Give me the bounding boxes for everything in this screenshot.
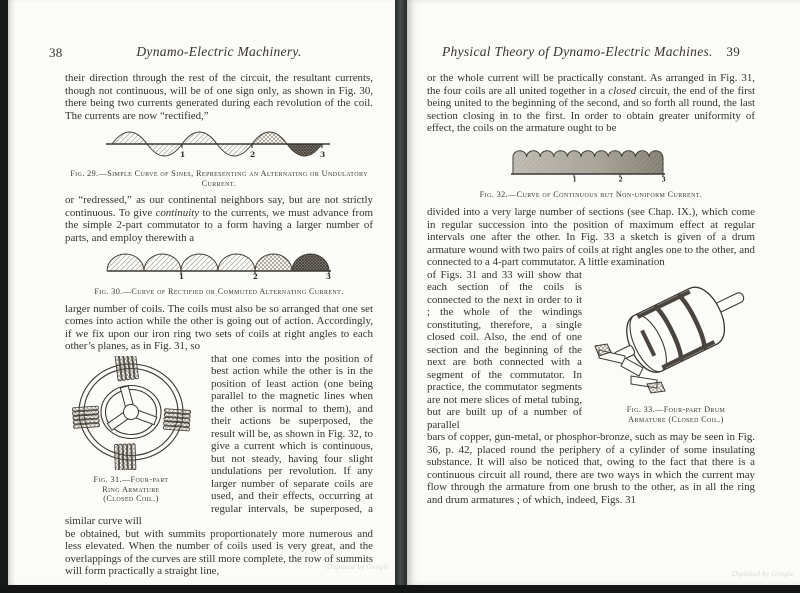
left-running-head (49, 44, 373, 60)
svg-text:2: 2 (618, 176, 623, 182)
body-paragraph: divided into a very large number of sections (see Chap. IX.), which come in regular succession into the position of maximum effect at regular intervals one after the other. In Fig. 33 a sketch is given of a drum armature wound with two pairs of coils at right angles one to the other, and connected to a 4-part commutator. A little examination (427, 206, 755, 269)
fig30-caption: Fig. 30.—Curve of Rectified or Commuted Alternating Current. (94, 287, 344, 297)
left-page (8, 0, 395, 585)
scan-bottom-edge (0, 585, 800, 593)
body-paragraph: their direction through the rest of the circuit, the resultant currents, though not continuous, will be of one sign only, as shown in Fig. 30, there being two currents generated during each revolution of the coil. The currents are now “rectified,” (65, 72, 373, 122)
fig31-ring-armature-drawing (69, 356, 193, 470)
fig31-caption-line2: Ring Armature (102, 484, 160, 494)
fig29-caption: Fig. 29.—Simple Curve of Sines, Representing an Alternating or Undulatory Current. (70, 169, 368, 188)
body-paragraph: or the whole current will be practically constant. As arranged in Fig. 31, the four coils are all united together in a closed circuit, the end of the first being united to the beginning of the second, and so forth all round, the last section closing in to the first. In order to obtain greater uniformity of effect, the coils on the armature ought to be (427, 72, 755, 134)
right-running-head (427, 44, 755, 60)
page-gutter-divider (395, 0, 407, 585)
left-page-number: 38 (49, 45, 63, 60)
body-text-wrapping-fig33: of Figs. 31 and 33 will show that each section of the coils is connected to the next in order to it ; the whole of the windings constituting, therefore, a single closed coil. Also, the end of one section and the beginning of the next are both connected with a segment of the commutator. In practice, the commutator segments are not mere slices of metal tubing, but are built up of a number of parallel (427, 268, 582, 431)
right-page (407, 0, 800, 585)
body-paragraph: or “redressed,” as our continental neighbors say, but are not strictly continuous. To give continuity to the currents, we must advance from the simple 2-part commutator to a form having a larger number of parts, and employ therewith a (65, 194, 373, 244)
body-paragraph: bars of copper, gun-metal, or phosphor-bronze, such as may be seen in Fig. 36, p. 42, placed round the periphery of a cylinder of some insulating substance. It will also be noticed that, owing to the fact that there is a continuous circuit all round, there are two ways in which the current may flow through the armature from one brush to the other, as in all the ring and drum armatures ; of which, indeed, Figs. 31 (427, 431, 755, 506)
body-paragraph (427, 269, 755, 432)
svg-text:2: 2 (253, 272, 258, 280)
scan-left-edge (0, 0, 8, 585)
left-running-title: Dynamo-Electric Machinery. (136, 44, 302, 59)
svg-text:1: 1 (572, 176, 577, 182)
svg-text:1: 1 (179, 272, 184, 280)
fig31-block (61, 356, 201, 504)
svg-text:2: 2 (250, 150, 256, 159)
fig31-caption-line3: (Closed Coil.) (103, 494, 159, 504)
fig33-caption-line1: Fig. 33.—Four-part Drum (626, 405, 726, 415)
digitized-watermark: Digitized by Google (731, 570, 794, 578)
fig32-continuous-current-drawing (510, 144, 672, 182)
right-page-number: 39 (726, 44, 741, 59)
body-paragraph (65, 353, 373, 528)
svg-text:3: 3 (326, 272, 331, 280)
body-paragraph: be obtained, but with summits proportionately more numerous and less elevated. When the number of coils used is very great, and the overlappings of the curves are still more complete, the row of summits will form practically a straight line, (65, 527, 373, 578)
digitized-watermark: Digitized by Google (326, 563, 389, 571)
fig33-drum-armature-drawing (591, 272, 761, 400)
fig32-block (427, 144, 755, 200)
svg-text:1: 1 (180, 150, 186, 159)
svg-text:3: 3 (661, 176, 666, 182)
fig32-caption: Fig. 32.—Curve of Continuous but Non-uniform Current. (479, 189, 703, 199)
body-text-wrapping-fig31: that one comes into the position of best action while the other is in the position of least action (one being parallel to the magnetic lines when the other is normal to them), and their actions be superposed, the result will be, as shown in Fig. 32, to give a current which is continuous, but not steady, having four slight undulations per revolution. If any larger number of separate coils are used, and their effects, occurring at regular intervals, be superposed, a similar curve will (65, 352, 373, 528)
fig29-sine-wave-drawing (104, 129, 334, 161)
right-running-title: Physical Theory of Dynamo-Electric Machines. (441, 44, 713, 59)
fig31-caption-line1: Fig. 31.—Four-part (93, 475, 169, 485)
fig30-rectified-curve-drawing (105, 251, 333, 279)
fig33-block (591, 272, 761, 425)
svg-text:3: 3 (320, 150, 326, 159)
fig29-block (65, 129, 373, 188)
fig33-caption-line2: Armature (Closed Coil.) (628, 414, 724, 424)
body-paragraph: larger number of coils. The coils must also be so arranged that one set comes into action while the other is going out of action. Accordingly, if we fix upon our iron ring two sets of coils at right angles to each other’s planes, as in Fig. 31, so (65, 302, 373, 353)
fig30-block (65, 251, 373, 297)
